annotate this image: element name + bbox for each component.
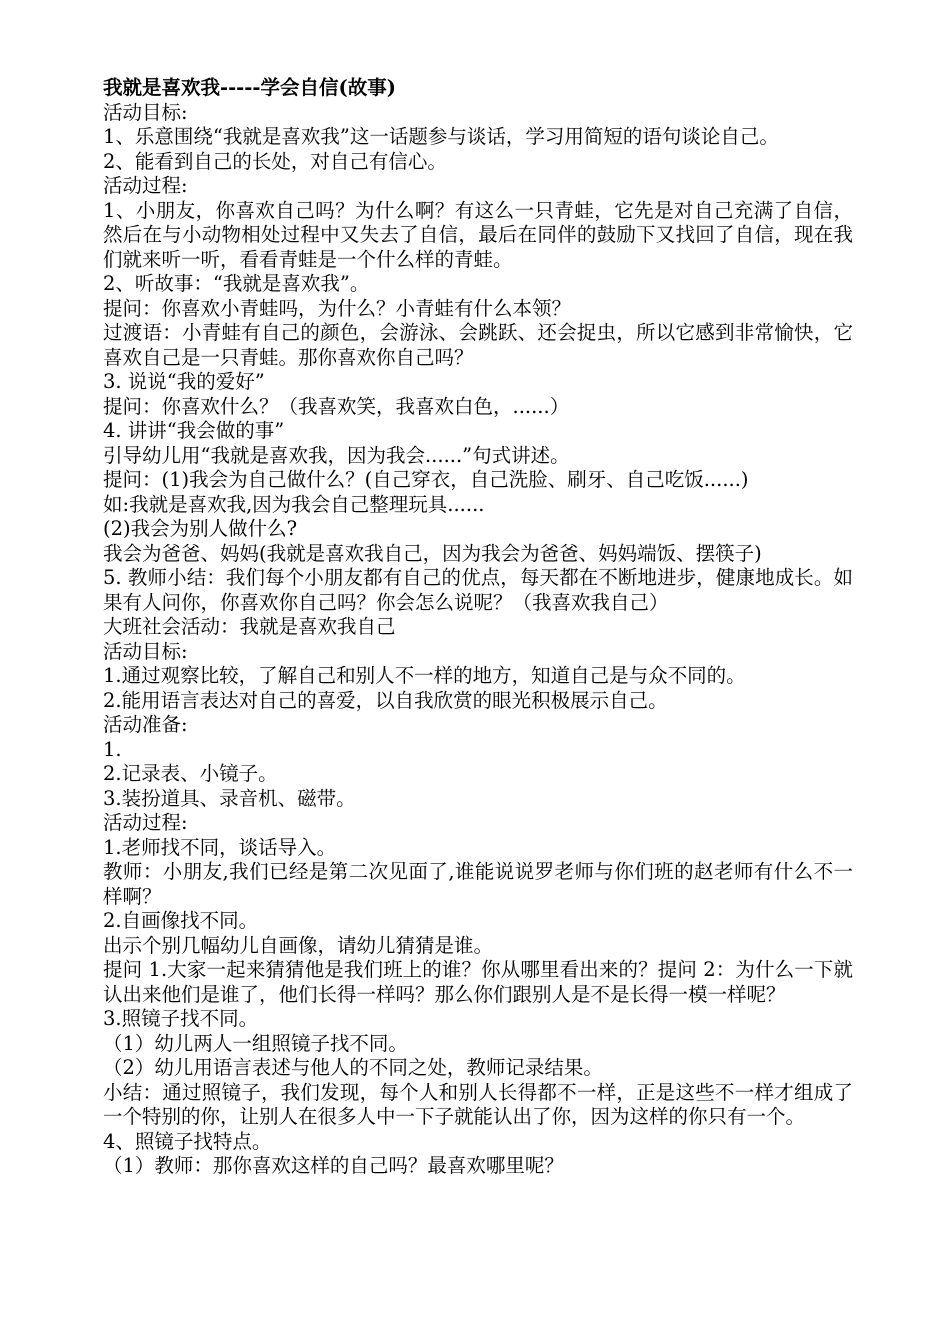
paragraph: (2)我会为别人做什么? (103, 517, 298, 540)
paragraph: 过渡语：小青蛙有自己的颜色，会游泳、会跳跃、还会捉虫，所以它感到非常愉快，它喜欢自己是一只青蛙。那你喜欢你自己吗？ (103, 321, 853, 369)
paragraph: 1. (103, 737, 122, 761)
paragraph: 如:我就是喜欢我,因为我会自己整理玩具...... (103, 492, 485, 516)
document-body (103, 76, 853, 1179)
paragraph: 2、能看到自己的长处，对自己有信心。 (103, 149, 447, 173)
paragraph: 提问：你喜欢小青蛙吗，为什么？小青蛙有什么本领？ (103, 296, 572, 320)
paragraph: 5. 教师小结：我们每个小朋友都有自己的优点，每天都在不断地进步，健康地成长。如果有人问你，你喜欢你自己吗？你会怎么说呢？（我喜欢我自己） (103, 566, 853, 614)
paragraph: 教师：小朋友,我们已经是第二次见面了,谁能说说罗老师与你们班的赵老师有什么不一样啊？ (103, 860, 853, 908)
paragraph: 提问 1.大家一起来猜猜他是我们班上的谁？你从哪里看出来的？提问 2：为什么一下就认出来他们是谁了，他们长得一样吗？那么你们跟别人是不是长得一模一样呢？ (103, 958, 853, 1006)
paragraph: 提问：(1)我会为自己做什么？(自己穿衣，自己洗脸、刷牙、自己吃饭......) (103, 468, 749, 491)
paragraph: （1）教师：那你喜欢这样的自己吗？最喜欢哪里呢？ (103, 1154, 564, 1177)
paragraph: 1.通过观察比较，了解自己和别人不一样的地方，知道自己是与众不同的。 (103, 664, 746, 687)
paragraph: 4、照镜子找特点。 (103, 1129, 272, 1153)
paragraph: 4. 讲讲“我会做的事” (103, 419, 285, 442)
paragraph: 2.能用语言表达对自己的喜爱，以自我欣赏的眼光积极展示自己。 (103, 688, 668, 712)
paragraph: 小结：通过照镜子，我们发现，每个人和别人长得都不一样，正是这些不一样才组成了一个特别的你，让别人在很多人中一下子就能认出了你，因为这样的你只有一个。 (103, 1080, 853, 1128)
paragraph: 2.自画像找不同。 (103, 909, 259, 932)
section-heading-activity: 大班社会活动：我就是喜欢我自己 (103, 615, 396, 638)
paragraph: （1）幼儿两人一组照镜子找不同。 (103, 1031, 408, 1055)
paragraph: 出示个别几幅幼儿自画像，请幼儿猜猜是谁。 (103, 933, 494, 957)
paragraph: 2.记录表、小镜子。 (103, 762, 278, 785)
section-heading-process: 活动过程: (103, 174, 188, 197)
paragraph: 3.装扮道具、录音机、磁带。 (103, 786, 356, 810)
paragraph: 我会为爸爸、妈妈(我就是喜欢我自己，因为我会为爸爸、妈妈端饭、摆筷子) (103, 541, 762, 565)
paragraph: 引导幼儿用“我就是喜欢我，因为我会......”句式讲述。 (103, 443, 570, 467)
section-heading-preparation: 活动准备: (103, 713, 188, 736)
paragraph: 提问：你喜欢什么？（我喜欢笑，我喜欢白色，......） (103, 394, 570, 418)
document-title: 我就是喜欢我-----学会自信(故事) (103, 76, 396, 99)
paragraph: 1、小朋友，你喜欢自己吗？为什么啊？有这么一只青蛙，它先是对自己充满了自信，然后在与小动物相处过程中又失去了自信，最后在同伴的鼓励下又找回了自信，现在我们就来听一听，看看青蛙是一个什么样的青蛙。 (103, 198, 853, 271)
paragraph: 1.老师找不同，谈话导入。 (103, 835, 337, 859)
paragraph: （2）幼儿用语言表述与他人的不同之处，教师记录结果。 (103, 1056, 603, 1079)
paragraph: 2、听故事：“我就是喜欢我”。 (103, 272, 370, 295)
section-heading-process: 活动过程: (103, 811, 188, 834)
section-heading-goals: 活动目标: (103, 639, 188, 663)
paragraph: 1、乐意围绕“我就是喜欢我”这一话题参与谈话，学习用简短的语句谈论自己。 (103, 125, 779, 148)
section-heading-goals: 活动目标: (103, 100, 188, 124)
paragraph: 3.照镜子找不同。 (103, 1007, 259, 1030)
paragraph: 3. 说说“我的爱好” (103, 370, 265, 393)
